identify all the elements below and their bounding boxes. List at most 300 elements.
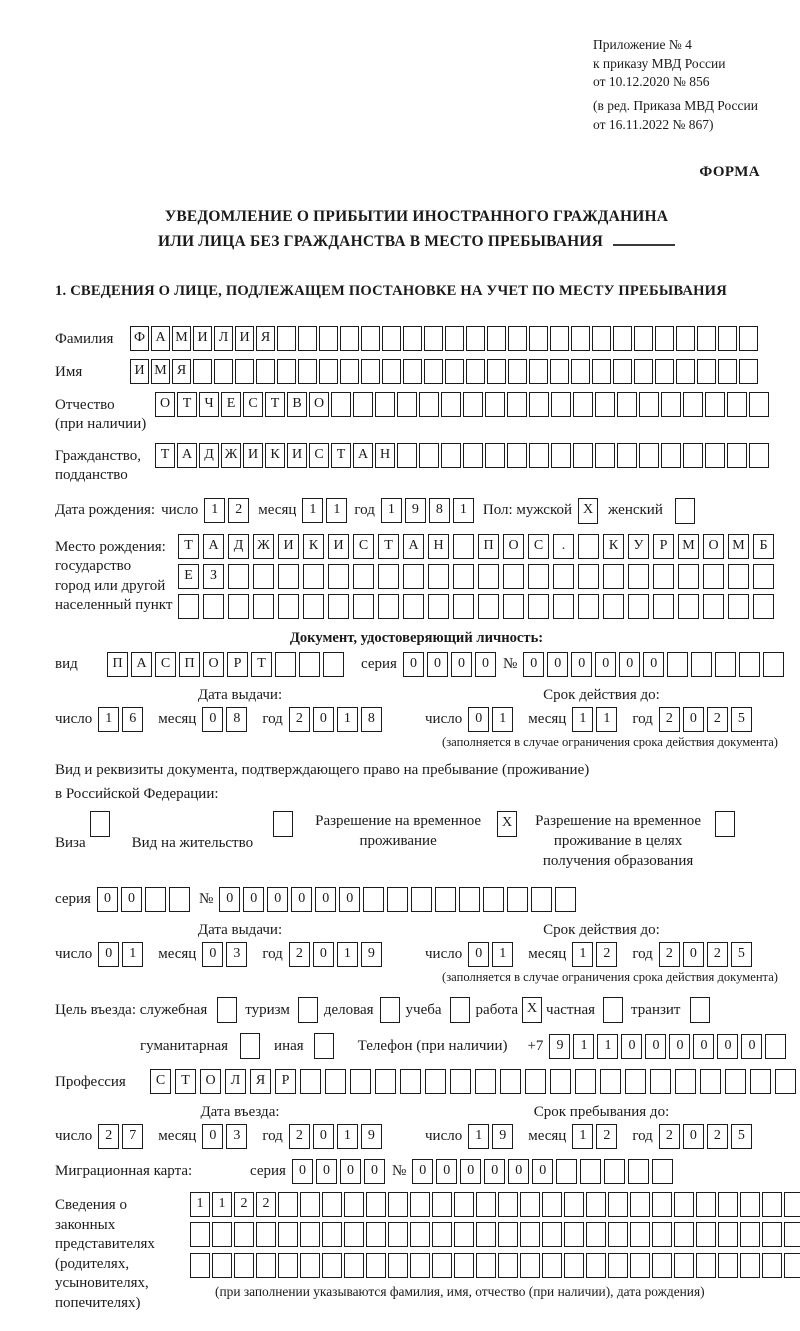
char-cell[interactable] [350, 1069, 371, 1094]
char-cell[interactable]: 2 [256, 1192, 276, 1217]
char-cell[interactable] [256, 1253, 276, 1278]
char-cell[interactable] [234, 1253, 254, 1278]
char-cell[interactable]: 2 [659, 942, 680, 967]
char-cell[interactable] [700, 1069, 721, 1094]
char-cell[interactable]: 1 [337, 707, 358, 732]
char-cell[interactable]: А [403, 534, 424, 559]
char-cell[interactable]: 2 [289, 942, 310, 967]
char-cell[interactable] [529, 359, 548, 384]
char-cell[interactable] [325, 1069, 346, 1094]
char-cell[interactable] [639, 392, 659, 417]
char-cell[interactable]: А [151, 326, 170, 351]
char-cell[interactable] [410, 1192, 430, 1217]
char-cell[interactable] [528, 564, 549, 589]
char-cell[interactable]: О [155, 392, 175, 417]
char-cell[interactable] [403, 594, 424, 619]
char-cell[interactable]: 1 [492, 707, 513, 732]
char-cell[interactable]: Р [275, 1069, 296, 1094]
char-cell[interactable] [586, 1192, 606, 1217]
char-cell[interactable] [718, 1253, 738, 1278]
char-cell[interactable] [696, 1222, 716, 1247]
char-cell[interactable] [674, 1222, 694, 1247]
char-cell[interactable] [608, 1222, 628, 1247]
char-cell[interactable]: Я [172, 359, 191, 384]
char-cell[interactable] [531, 887, 552, 912]
char-cell[interactable]: М [678, 534, 699, 559]
char-cell[interactable]: П [179, 652, 200, 677]
char-cell[interactable] [314, 1033, 334, 1059]
char-cell[interactable] [678, 564, 699, 589]
char-cell[interactable] [256, 1222, 276, 1247]
char-cell[interactable] [382, 359, 401, 384]
char-cell[interactable] [696, 1253, 716, 1278]
char-cell[interactable] [718, 326, 737, 351]
char-cell[interactable] [190, 1222, 210, 1247]
char-cell[interactable] [397, 392, 417, 417]
char-cell[interactable] [674, 1253, 694, 1278]
char-cell[interactable] [145, 887, 166, 912]
char-cell[interactable] [253, 594, 274, 619]
char-cell[interactable] [375, 1069, 396, 1094]
char-cell[interactable]: 0 [313, 707, 334, 732]
char-cell[interactable] [203, 594, 224, 619]
char-cell[interactable]: 2 [234, 1192, 254, 1217]
char-cell[interactable]: Т [251, 652, 272, 677]
char-cell[interactable] [278, 564, 299, 589]
char-cell[interactable] [410, 1253, 430, 1278]
char-cell[interactable]: С [528, 534, 549, 559]
char-cell[interactable]: К [303, 534, 324, 559]
char-cell[interactable]: Я [250, 1069, 271, 1094]
char-cell[interactable] [628, 564, 649, 589]
char-cell[interactable] [277, 326, 296, 351]
char-cell[interactable] [592, 359, 611, 384]
char-cell[interactable] [387, 887, 408, 912]
char-cell[interactable]: И [130, 359, 149, 384]
char-cell[interactable]: М [728, 534, 749, 559]
char-cell[interactable]: 0 [741, 1034, 762, 1059]
char-cell[interactable] [340, 326, 359, 351]
char-cell[interactable] [550, 1069, 571, 1094]
char-cell[interactable]: 8 [429, 498, 450, 523]
char-cell[interactable]: 0 [292, 1159, 313, 1184]
char-cell[interactable] [441, 443, 461, 468]
char-cell[interactable] [630, 1253, 650, 1278]
char-cell[interactable] [571, 359, 590, 384]
char-cell[interactable]: Д [228, 534, 249, 559]
char-cell[interactable]: С [155, 652, 176, 677]
char-cell[interactable] [749, 392, 769, 417]
char-cell[interactable] [529, 392, 549, 417]
char-cell[interactable] [169, 887, 190, 912]
char-cell[interactable]: 0 [364, 1159, 385, 1184]
char-cell[interactable]: Ч [199, 392, 219, 417]
char-cell[interactable] [718, 1222, 738, 1247]
char-cell[interactable] [428, 594, 449, 619]
char-cell[interactable] [190, 1253, 210, 1278]
char-cell[interactable] [193, 359, 212, 384]
purpose-transit-checkbox[interactable] [690, 997, 710, 1023]
char-cell[interactable] [322, 1192, 342, 1217]
char-cell[interactable] [388, 1192, 408, 1217]
char-cell[interactable] [454, 1222, 474, 1247]
char-cell[interactable] [652, 1253, 672, 1278]
char-cell[interactable] [520, 1192, 540, 1217]
char-cell[interactable] [507, 887, 528, 912]
char-cell[interactable] [445, 326, 464, 351]
char-cell[interactable]: 2 [596, 1124, 617, 1149]
char-cell[interactable] [454, 1253, 474, 1278]
char-cell[interactable]: Ж [253, 534, 274, 559]
char-cell[interactable] [542, 1192, 562, 1217]
char-cell[interactable] [450, 997, 470, 1023]
char-cell[interactable] [298, 359, 317, 384]
char-cell[interactable] [528, 594, 549, 619]
char-cell[interactable] [625, 1069, 646, 1094]
char-cell[interactable] [275, 652, 296, 677]
char-cell[interactable] [520, 1253, 540, 1278]
char-cell[interactable]: 0 [412, 1159, 433, 1184]
char-cell[interactable] [240, 1033, 260, 1059]
char-cell[interactable] [586, 1222, 606, 1247]
char-cell[interactable]: 0 [313, 942, 334, 967]
char-cell[interactable]: 0 [619, 652, 640, 677]
char-cell[interactable] [388, 1253, 408, 1278]
char-cell[interactable] [573, 392, 593, 417]
char-cell[interactable]: 0 [460, 1159, 481, 1184]
char-cell[interactable]: Т [331, 443, 351, 468]
char-cell[interactable] [485, 443, 505, 468]
char-cell[interactable] [630, 1192, 650, 1217]
char-cell[interactable] [705, 392, 725, 417]
char-cell[interactable] [214, 359, 233, 384]
char-cell[interactable] [382, 326, 401, 351]
char-cell[interactable] [675, 1069, 696, 1094]
char-cell[interactable] [217, 997, 237, 1023]
char-cell[interactable]: Л [214, 326, 233, 351]
char-cell[interactable] [691, 652, 712, 677]
char-cell[interactable]: 0 [669, 1034, 690, 1059]
char-cell[interactable] [727, 443, 747, 468]
char-cell[interactable]: 1 [492, 942, 513, 967]
char-cell[interactable] [498, 1222, 518, 1247]
char-cell[interactable] [784, 1192, 800, 1217]
char-cell[interactable]: Н [428, 534, 449, 559]
char-cell[interactable]: 5 [731, 1124, 752, 1149]
char-cell[interactable] [428, 564, 449, 589]
char-cell[interactable]: К [603, 534, 624, 559]
char-cell[interactable] [478, 594, 499, 619]
char-cell[interactable] [453, 594, 474, 619]
char-cell[interactable] [550, 359, 569, 384]
char-cell[interactable]: С [309, 443, 329, 468]
char-cell[interactable]: 1 [122, 942, 143, 967]
char-cell[interactable]: 1 [337, 1124, 358, 1149]
char-cell[interactable]: Б [753, 534, 774, 559]
char-cell[interactable]: 0 [645, 1034, 666, 1059]
char-cell[interactable]: 0 [484, 1159, 505, 1184]
char-cell[interactable] [592, 326, 611, 351]
char-cell[interactable]: И [328, 534, 349, 559]
char-cell[interactable] [762, 1192, 782, 1217]
char-cell[interactable]: М [172, 326, 191, 351]
char-cell[interactable] [683, 443, 703, 468]
char-cell[interactable] [256, 359, 275, 384]
char-cell[interactable] [678, 594, 699, 619]
char-cell[interactable] [466, 326, 485, 351]
char-cell[interactable] [424, 359, 443, 384]
char-cell[interactable] [303, 564, 324, 589]
char-cell[interactable] [90, 811, 110, 837]
char-cell[interactable] [453, 534, 474, 559]
char-cell[interactable]: 2 [98, 1124, 119, 1149]
char-cell[interactable] [400, 1069, 421, 1094]
char-cell[interactable] [228, 594, 249, 619]
char-cell[interactable]: 2 [659, 707, 680, 732]
char-cell[interactable] [683, 392, 703, 417]
char-cell[interactable] [298, 326, 317, 351]
char-cell[interactable] [675, 498, 695, 524]
char-cell[interactable]: И [287, 443, 307, 468]
char-cell[interactable] [603, 594, 624, 619]
char-cell[interactable]: Т [265, 392, 285, 417]
char-cell[interactable] [344, 1192, 364, 1217]
char-cell[interactable]: 0 [403, 652, 424, 677]
char-cell[interactable] [639, 443, 659, 468]
char-cell[interactable] [749, 443, 769, 468]
char-cell[interactable]: 6 [122, 707, 143, 732]
char-cell[interactable] [604, 1159, 625, 1184]
char-cell[interactable]: 9 [361, 1124, 382, 1149]
char-cell[interactable]: 5 [731, 707, 752, 732]
char-cell[interactable] [600, 1069, 621, 1094]
char-cell[interactable]: Е [221, 392, 241, 417]
char-cell[interactable] [487, 326, 506, 351]
char-cell[interactable]: 2 [707, 1124, 728, 1149]
char-cell[interactable] [212, 1253, 232, 1278]
residence-permit-checkbox[interactable] [273, 811, 293, 837]
char-cell[interactable]: 2 [228, 498, 249, 523]
char-cell[interactable]: 1 [572, 707, 593, 732]
char-cell[interactable] [703, 564, 724, 589]
char-cell[interactable] [634, 326, 653, 351]
char-cell[interactable] [630, 1222, 650, 1247]
char-cell[interactable] [300, 1253, 320, 1278]
char-cell[interactable] [653, 594, 674, 619]
char-cell[interactable]: 0 [243, 887, 264, 912]
char-cell[interactable] [775, 1069, 796, 1094]
char-cell[interactable]: 0 [683, 1124, 704, 1149]
char-cell[interactable] [331, 392, 351, 417]
char-cell[interactable] [542, 1222, 562, 1247]
char-cell[interactable] [613, 359, 632, 384]
char-cell[interactable] [483, 887, 504, 912]
char-cell[interactable] [463, 392, 483, 417]
char-cell[interactable] [344, 1222, 364, 1247]
char-cell[interactable] [650, 1069, 671, 1094]
char-cell[interactable] [424, 326, 443, 351]
char-cell[interactable]: 0 [547, 652, 568, 677]
char-cell[interactable]: Д [199, 443, 219, 468]
char-cell[interactable]: З [203, 564, 224, 589]
char-cell[interactable] [507, 443, 527, 468]
char-cell[interactable]: Ж [221, 443, 241, 468]
char-cell[interactable] [529, 443, 549, 468]
char-cell[interactable] [553, 564, 574, 589]
char-cell[interactable]: 0 [121, 887, 142, 912]
char-cell[interactable] [459, 887, 480, 912]
char-cell[interactable]: В [287, 392, 307, 417]
char-cell[interactable] [628, 594, 649, 619]
char-cell[interactable] [586, 1253, 606, 1278]
char-cell[interactable] [328, 564, 349, 589]
char-cell[interactable] [432, 1253, 452, 1278]
char-cell[interactable]: 0 [97, 887, 118, 912]
char-cell[interactable] [715, 811, 735, 837]
char-cell[interactable] [476, 1192, 496, 1217]
char-cell[interactable]: 1 [597, 1034, 618, 1059]
char-cell[interactable]: 1 [212, 1192, 232, 1217]
char-cell[interactable] [655, 326, 674, 351]
char-cell[interactable]: 1 [596, 707, 617, 732]
char-cell[interactable] [323, 652, 344, 677]
char-cell[interactable] [361, 359, 380, 384]
char-cell[interactable]: С [353, 534, 374, 559]
char-cell[interactable] [378, 564, 399, 589]
char-cell[interactable] [676, 326, 695, 351]
char-cell[interactable]: Т [177, 392, 197, 417]
char-cell[interactable]: 1 [302, 498, 323, 523]
char-cell[interactable]: 1 [337, 942, 358, 967]
char-cell[interactable]: 2 [707, 942, 728, 967]
char-cell[interactable] [300, 1222, 320, 1247]
char-cell[interactable] [432, 1192, 452, 1217]
char-cell[interactable]: Т [155, 443, 175, 468]
char-cell[interactable] [277, 359, 296, 384]
char-cell[interactable]: 0 [683, 707, 704, 732]
char-cell[interactable]: 7 [122, 1124, 143, 1149]
char-cell[interactable] [595, 443, 615, 468]
char-cell[interactable]: 0 [508, 1159, 529, 1184]
char-cell[interactable] [303, 594, 324, 619]
char-cell[interactable] [228, 564, 249, 589]
char-cell[interactable] [388, 1222, 408, 1247]
char-cell[interactable]: Т [175, 1069, 196, 1094]
temp-residence-checkbox[interactable] [497, 811, 517, 837]
char-cell[interactable]: 8 [226, 707, 247, 732]
char-cell[interactable]: 2 [707, 707, 728, 732]
char-cell[interactable]: 0 [340, 1159, 361, 1184]
char-cell[interactable] [705, 443, 725, 468]
char-cell[interactable]: 2 [289, 1124, 310, 1149]
char-cell[interactable] [498, 1253, 518, 1278]
char-cell[interactable] [529, 326, 548, 351]
char-cell[interactable] [603, 997, 623, 1023]
char-cell[interactable]: О [203, 652, 224, 677]
char-cell[interactable] [397, 443, 417, 468]
char-cell[interactable]: П [107, 652, 128, 677]
char-cell[interactable] [278, 1253, 298, 1278]
char-cell[interactable] [740, 1253, 760, 1278]
char-cell[interactable] [718, 359, 737, 384]
char-cell[interactable]: 1 [381, 498, 402, 523]
char-cell[interactable]: 9 [492, 1124, 513, 1149]
char-cell[interactable]: У [628, 534, 649, 559]
char-cell[interactable] [564, 1253, 584, 1278]
char-cell[interactable] [322, 1222, 342, 1247]
char-cell[interactable]: И [243, 443, 263, 468]
char-cell[interactable] [403, 564, 424, 589]
char-cell[interactable] [628, 1159, 649, 1184]
char-cell[interactable]: 0 [313, 1124, 334, 1149]
char-cell[interactable]: 0 [717, 1034, 738, 1059]
char-cell[interactable] [564, 1192, 584, 1217]
char-cell[interactable]: П [478, 534, 499, 559]
char-cell[interactable]: 1 [573, 1034, 594, 1059]
char-cell[interactable]: 0 [595, 652, 616, 677]
char-cell[interactable] [353, 392, 373, 417]
char-cell[interactable]: 2 [596, 942, 617, 967]
char-cell[interactable] [378, 594, 399, 619]
char-cell[interactable] [727, 392, 747, 417]
char-cell[interactable] [363, 887, 384, 912]
char-cell[interactable] [445, 359, 464, 384]
char-cell[interactable]: 0 [643, 652, 664, 677]
char-cell[interactable]: О [200, 1069, 221, 1094]
char-cell[interactable]: Л [225, 1069, 246, 1094]
char-cell[interactable]: 1 [326, 498, 347, 523]
char-cell[interactable] [703, 594, 724, 619]
char-cell[interactable] [575, 1069, 596, 1094]
char-cell[interactable] [419, 392, 439, 417]
char-cell[interactable]: 1 [468, 1124, 489, 1149]
char-cell[interactable] [298, 997, 318, 1023]
char-cell[interactable] [564, 1222, 584, 1247]
char-cell[interactable] [739, 652, 760, 677]
char-cell[interactable]: 0 [339, 887, 360, 912]
char-cell[interactable] [580, 1159, 601, 1184]
purpose-business-checkbox[interactable] [380, 997, 400, 1023]
purpose-other-checkbox[interactable] [314, 1033, 334, 1059]
char-cell[interactable] [278, 594, 299, 619]
char-cell[interactable]: Ф [130, 326, 149, 351]
char-cell[interactable]: . [553, 534, 574, 559]
char-cell[interactable] [553, 594, 574, 619]
char-cell[interactable]: 0 [436, 1159, 457, 1184]
char-cell[interactable]: 1 [572, 942, 593, 967]
char-cell[interactable] [353, 564, 374, 589]
char-cell[interactable] [603, 564, 624, 589]
char-cell[interactable] [361, 326, 380, 351]
purpose-study-checkbox[interactable] [450, 997, 470, 1023]
char-cell[interactable]: 9 [361, 942, 382, 967]
char-cell[interactable]: 0 [98, 942, 119, 967]
char-cell[interactable] [697, 326, 716, 351]
char-cell[interactable] [487, 359, 506, 384]
purpose-humanitarian-checkbox[interactable] [240, 1033, 260, 1059]
char-cell[interactable]: 0 [219, 887, 240, 912]
char-cell[interactable] [435, 887, 456, 912]
char-cell[interactable]: 0 [202, 707, 223, 732]
char-cell[interactable]: 0 [468, 942, 489, 967]
purpose-official-checkbox[interactable] [217, 997, 237, 1023]
char-cell[interactable] [718, 1192, 738, 1217]
visa-checkbox[interactable] [90, 811, 110, 837]
char-cell[interactable] [340, 359, 359, 384]
char-cell[interactable] [403, 359, 422, 384]
purpose-work-checkbox[interactable] [522, 997, 542, 1023]
char-cell[interactable] [273, 811, 293, 837]
